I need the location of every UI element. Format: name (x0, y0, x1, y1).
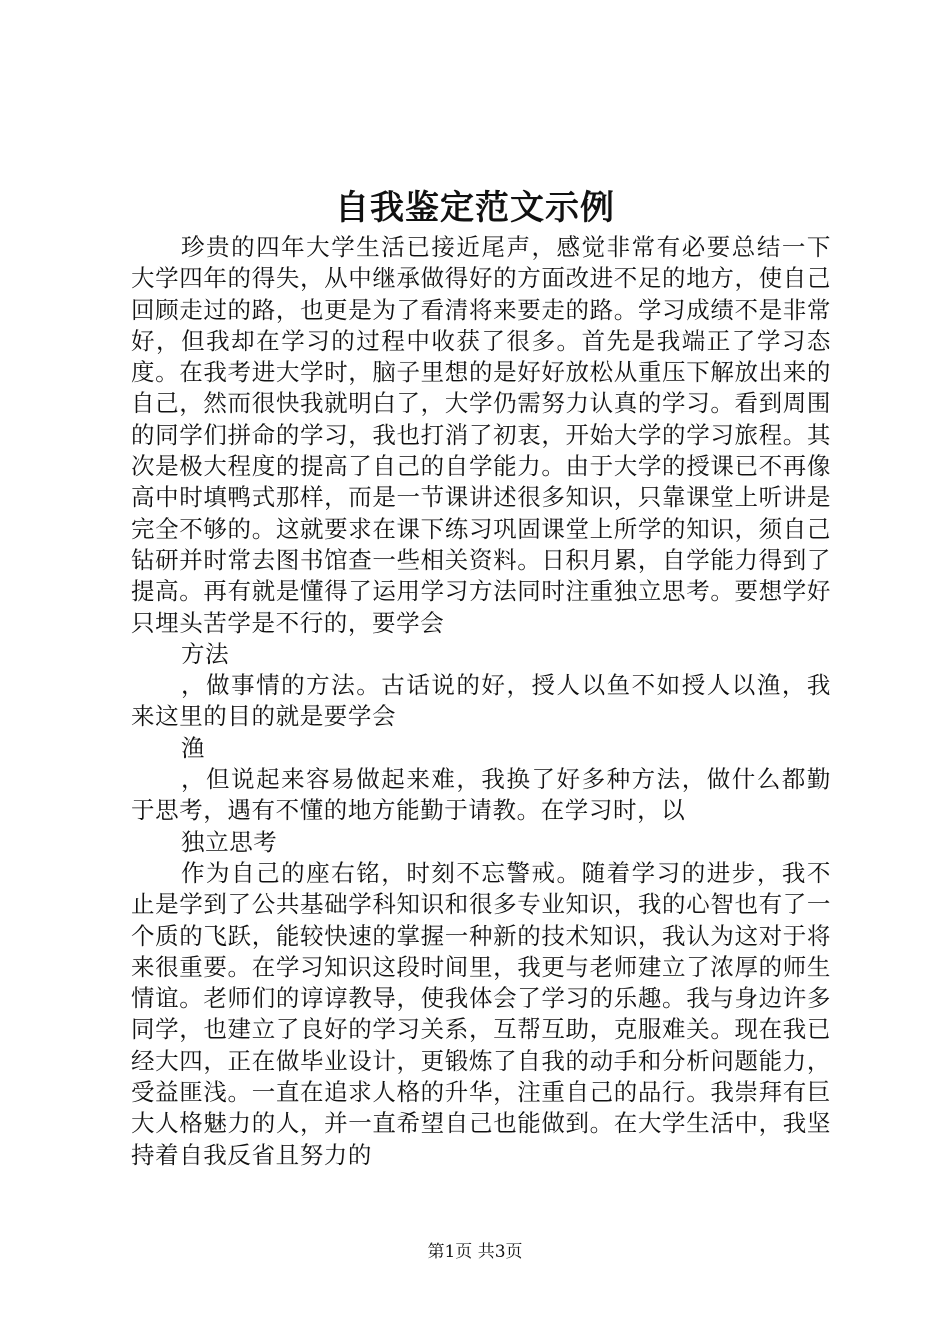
body-fragment-fishing: 渔 (181, 733, 206, 762)
body-paragraph-3: ，但说起来容易做起来难，我换了好多种方法，做什么都勤于思考，遇有不懂的地方能勤于请教。在学习时，以 (131, 765, 831, 825)
body-fragment-method: 方法 (181, 639, 230, 668)
document-title: 自我鉴定范文示例 (335, 188, 615, 228)
document-body (131, 232, 831, 1171)
body-fragment-independent-thinking: 独立思考 (181, 827, 278, 856)
body-paragraph-4: 作为自己的座右铭，时刻不忘警戒。随着学习的进步，我不止是学到了公共基础学科知识和很多专业知识，我的心智也有了一个质的飞跃，能较快速的掌握一种新的技术知识，我认为这对于将来很重要。在学习知识这段时间里，我更与老师建立了浓厚的师生情谊。老师们的谆谆教导，使我体会了学习的乐趣。我与身边许多同学，也建立了良好的学习关系，互帮互助，克服难关。现在我已经大四，正在做毕业设计，更锻炼了自我的动手和分析问题能力，受益匪浅。一直在追求人格的升华，注重自己的品行。我崇拜有巨大人格魅力的人，并一直希望自己也能做到。在大学生活中，我坚持着自我反省且努力的 (131, 858, 831, 1169)
page-footer: 第1页 共3页 (427, 1242, 523, 1262)
body-paragraph-1: 珍贵的四年大学生活已接近尾声，感觉非常有必要总结一下大学四年的得失，从中继承做得好的方面改进不足的地方，使自己回顾走过的路，也更是为了看清将来要走的路。学习成绩不是非常好，但我却在学习的过程中收获了很多。首先是我端正了学习态度。在我考进大学时，脑子里想的是好好放松从重压下解放出来的自己，然而很快我就明白了，大学仍需努力认真的学习。看到周围的同学们拼命的学习，我也打消了初衷，开始大学的学习旅程。其次是极大程度的提高了自己的自学能力。由于大学的授课已不再像高中时填鸭式那样，而是一节课讲述很多知识，只靠课堂上听讲是完全不够的。这就要求在课下练习巩固课堂上所学的知识，须自己钻研并时常去图书馆查一些相关资料。日积月累，自学能力得到了提高。再有就是懂得了运用学习方法同时注重独立思考。要想学好只埋头苦学是不行的，要学会 (131, 233, 831, 637)
body-paragraph-2: ，做事情的方法。古话说的好，授人以鱼不如授人以渔，我来这里的目的就是要学会 (131, 671, 831, 731)
